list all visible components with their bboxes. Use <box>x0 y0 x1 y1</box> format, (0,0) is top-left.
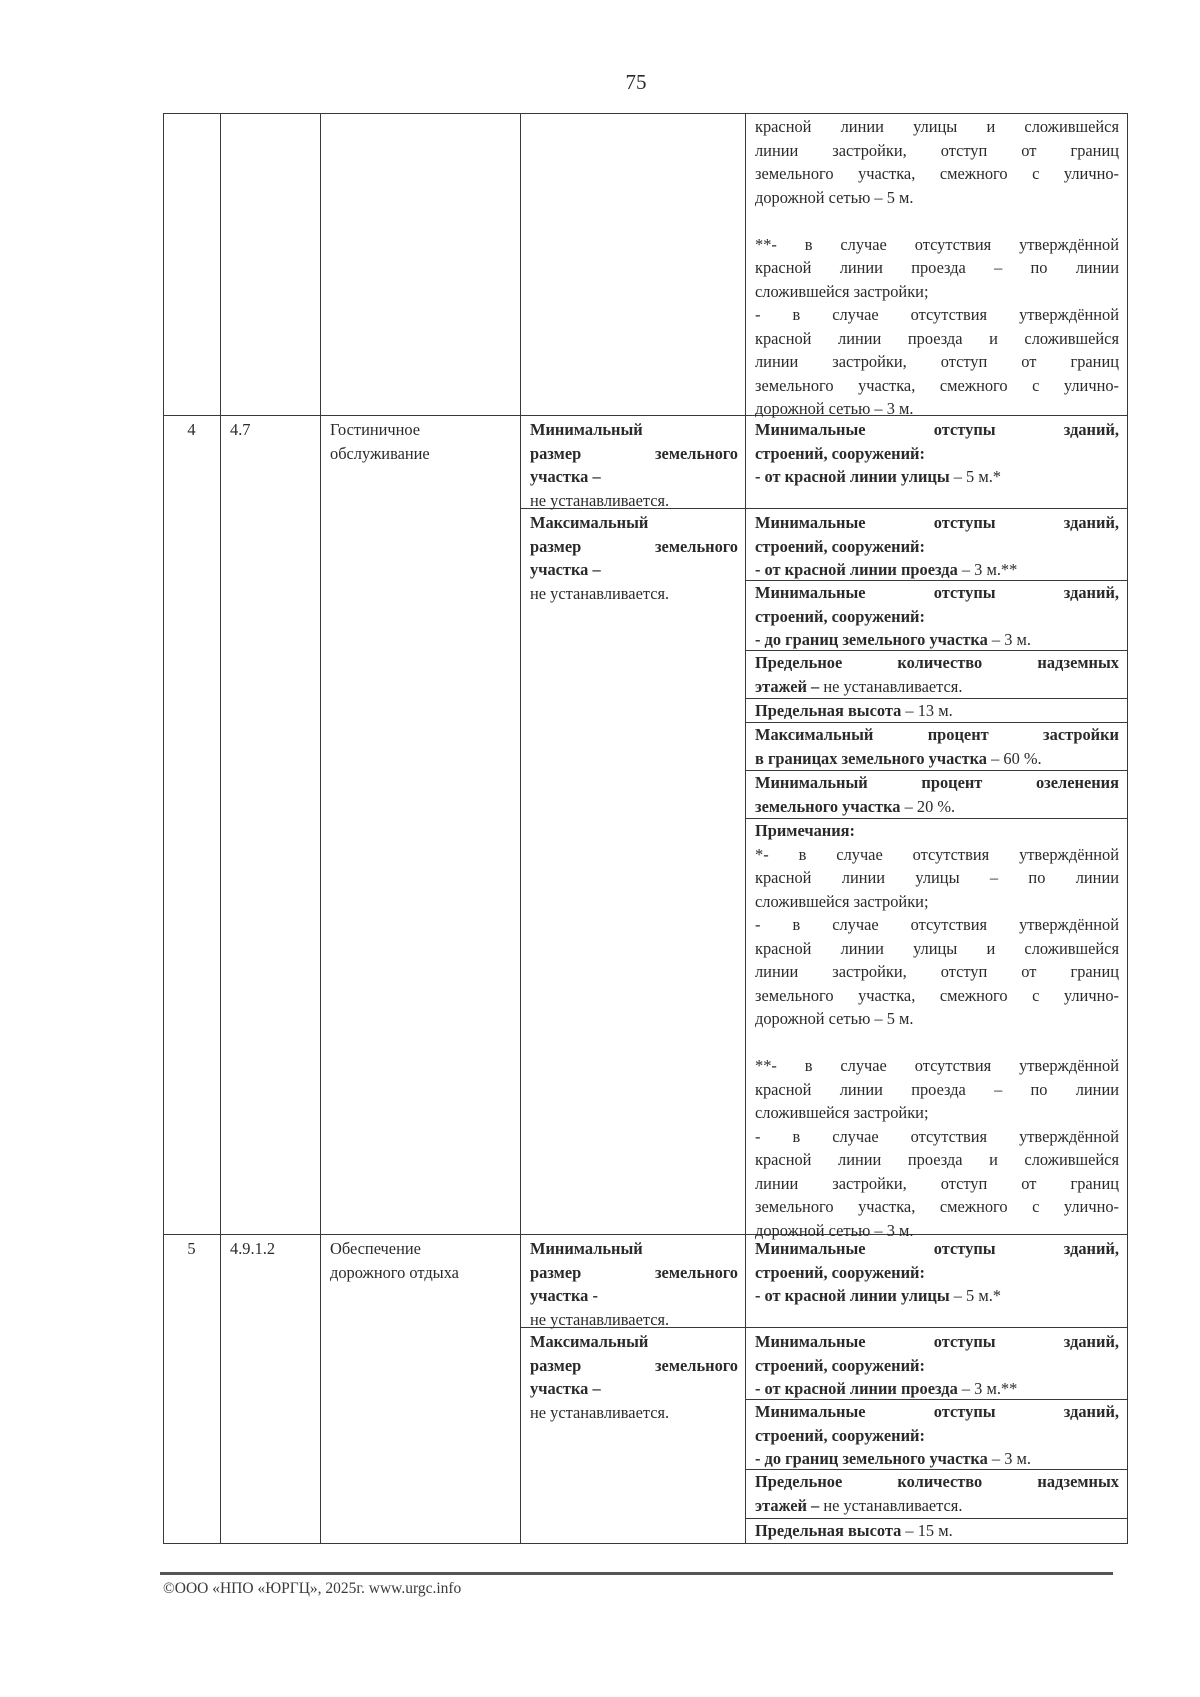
footer-copyright: ©ООО «НПО «ЮРГЦ», 2025г. www.urgc.info <box>163 1580 462 1597</box>
row-number: 4 <box>187 420 196 439</box>
param-setback-street: Минимальные отступы зданий, строений, сооружений: - от красной линии улицы – 5 м.* <box>755 1239 1119 1305</box>
param-floors: Предельное количество надземных этажей – не устанавливается. <box>755 653 1119 696</box>
size-max-cell: Максимальный размер земельного участка – не устанавливается. <box>530 513 738 603</box>
page-number: 75 <box>625 70 647 94</box>
continuation-cell: красной линии улицы и сложившейся линии застройки, отступ от границ земельного участка, смежного с улично- дорожной сетью – 5 м. **- в случае отсутствия утверждённой красной линии проезда – по линии сложившейся застройки; - в случае отсутствия утверждённой красной линии проезда и сложившейся линии застройки, отступ от границ земельного участка, смежного с улично- дорожной сетью – 3 м. <box>755 117 1119 418</box>
param-setback-plot: Минимальные отступы зданий, строений, сооружений: - до границ земельного участка – 3 м. <box>755 1402 1119 1468</box>
table-border-right <box>1127 113 1128 1544</box>
size-min-cell: Минимальный размер земельного участка - не устанавливается. <box>530 1239 738 1329</box>
param-height: Предельная высота – 13 м. <box>755 701 953 720</box>
param-building-percent: Максимальный процент застройки в границах земельного участка – 60 %. <box>755 725 1119 768</box>
row-name: Обеспечение дорожного отдыха <box>330 1239 459 1282</box>
notes-cell: Примечания: *- в случае отсутствия утверждённой красной линии улицы – по линии сложившейся застройки; - в случае отсутствия утверждённой красной линии улицы и сложившейся линии застройки, отступ от границ земельного участка, смежного с улично- дорожной сетью – 5 м. **- в случае отсутствия утверждённой красной линии проезда – по линии сложившейся застройки; - в случае отсутствия утверждённой красной линии проезда и сложившейся линии застройки, отступ от границ земельного участка, смежного с улично- дорожной сетью – 3 м. <box>755 821 1119 1240</box>
regulations-table <box>163 113 1128 1544</box>
param-setback-passage: Минимальные отступы зданий, строений, сооружений: - от красной линии проезда – 3 м.** <box>755 1332 1119 1398</box>
row-name: Гостиничное обслуживание <box>330 420 430 463</box>
param-floors: Предельное количество надземных этажей – не устанавливается. <box>755 1472 1119 1515</box>
notes-title: Примечания: <box>755 821 855 840</box>
row-code: 4.7 <box>230 420 251 439</box>
column-divider <box>520 113 521 1544</box>
param-height: Предельная высота – 15 м. <box>755 1521 953 1540</box>
table-border-left <box>163 113 164 1544</box>
table-border-top <box>163 113 1128 114</box>
column-divider <box>745 113 746 1544</box>
param-setback-street: Минимальные отступы зданий, строений, сооружений: - от красной линии улицы – 5 м.* <box>755 420 1119 486</box>
size-min-cell: Минимальный размер земельного участка – не устанавливается. <box>530 420 738 510</box>
footer-rule <box>160 1572 1113 1575</box>
column-divider <box>220 113 221 1544</box>
param-greening-percent: Минимальный процент озеленения земельного участка – 20 %. <box>755 773 1119 816</box>
param-setback-passage: Минимальные отступы зданий, строений, сооружений: - от красной линии проезда – 3 м.** <box>755 513 1119 579</box>
row-code: 4.9.1.2 <box>230 1239 276 1258</box>
size-max-cell: Максимальный размер земельного участка – не устанавливается. <box>530 1332 738 1422</box>
param-setback-plot: Минимальные отступы зданий, строений, сооружений: - до границ земельного участка – 3 м. <box>755 583 1119 649</box>
table-border-bottom <box>163 1543 1128 1544</box>
row-number: 5 <box>187 1239 196 1258</box>
column-divider <box>320 113 321 1544</box>
